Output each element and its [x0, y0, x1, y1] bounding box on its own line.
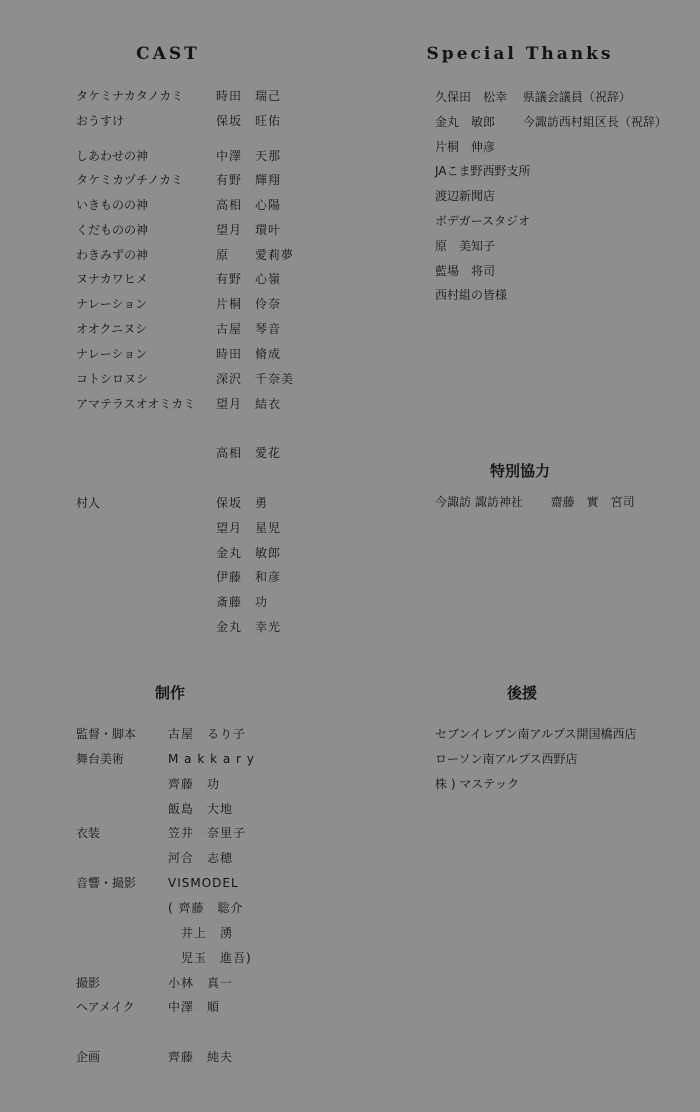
special-thanks-item: 西村組の皆様 [435, 288, 508, 303]
cast-role: おうすけ [76, 114, 125, 128]
production-role: 衣装 [76, 826, 101, 840]
cast-name: 保坂 旺佑 [216, 114, 282, 128]
production-name: 小林 真一 [168, 976, 234, 990]
production-role: 舞台美術 [76, 752, 125, 766]
support-item: ローソン南アルプス西野店 [435, 751, 578, 766]
cast-name: 中澤 天那 [216, 149, 282, 163]
special-cooperation-heading: 特別協力 [489, 462, 550, 480]
cast-role: わきみずの神 [76, 248, 149, 262]
cast-heading: CAST [136, 44, 200, 64]
cast-role: コトシロヌシ [76, 372, 149, 386]
cast-role: タケミナカタノカミ [76, 89, 184, 103]
cast-name: 時田 脩成 [216, 347, 282, 361]
special-thanks-item: 渡辺新聞店 [435, 189, 496, 204]
production-role: 撮影 [76, 976, 101, 990]
production-name: 古屋 るり子 [168, 727, 247, 741]
cast-name: 高相 心陽 [216, 198, 282, 212]
production-name: 中澤 順 [168, 1000, 221, 1014]
cast-name: 有野 心嶺 [216, 272, 282, 286]
cast-name: 金丸 敏郎 [216, 546, 282, 560]
cast-name: 金丸 幸光 [216, 620, 282, 634]
production-heading: 制作 [154, 684, 185, 702]
cast-name: 深沢 千奈美 [216, 372, 295, 386]
production-name: 飯島 大地 [168, 802, 234, 816]
cast-role: オオクニヌシ [76, 322, 148, 336]
cast-role: ナレーション [76, 347, 148, 361]
production-name: M a k k a r y [168, 752, 255, 766]
support-item: セブンイレブン南アルプス開国橋西店 [435, 727, 637, 741]
production-role: 監督・脚本 [76, 727, 137, 741]
production-role: ヘアメイク [76, 1000, 135, 1014]
special-thanks-item: 金丸 敏郎 今諏訪西村組区長（祝辞） [435, 114, 667, 129]
cast-role: 村人 [76, 496, 101, 510]
cast-role: タケミカヅチノカミ [76, 173, 184, 187]
cast-name: 望月 環叶 [216, 223, 282, 237]
cast-role: くだものの神 [76, 223, 149, 237]
cast-role: しあわせの神 [76, 149, 149, 163]
special-cooperation-line: 今諏訪 諏訪神社 齋藤 實 宮司 [435, 495, 635, 509]
cast-name: 古屋 琴音 [216, 322, 282, 336]
cast-name: 原 愛莉夢 [216, 248, 295, 262]
cast-role: ナレーション [76, 297, 148, 311]
cast-name: 斎藤 功 [216, 595, 269, 609]
cast-name: 片桐 伶奈 [216, 297, 282, 311]
cast-role: アマテラスオオミカミ [76, 397, 196, 411]
production-role: 企画 [76, 1050, 101, 1064]
cast-name: 有野 輝翔 [216, 173, 282, 187]
cast-name: 伊藤 和彦 [216, 570, 282, 584]
cast-name: 高相 愛花 [216, 446, 282, 460]
special-thanks-heading: Special Thanks [426, 44, 614, 64]
support-item: 株 ) マステック [435, 776, 520, 791]
production-role: 音響・撮影 [76, 876, 137, 890]
production-name: 河合 志穂 [168, 851, 234, 865]
special-thanks-item: 藍場 将司 [435, 263, 496, 278]
cast-role: いきものの神 [76, 198, 149, 212]
special-thanks-item: JAこま野西野支所 [435, 164, 531, 179]
production-name: 齊藤 功 [168, 777, 221, 791]
special-thanks-item: ボデガースタジオ [435, 214, 531, 228]
special-thanks-item: 久保田 松幸 県議会議員（祝辞） [435, 90, 631, 104]
production-name: 笠井 奈里子 [168, 826, 247, 840]
cast-role: ヌナカワヒメ [76, 272, 148, 286]
special-thanks-item: 片桐 伸彦 [435, 139, 496, 154]
cast-name: 望月 結衣 [216, 397, 282, 411]
cast-name: 望月 星児 [216, 521, 282, 535]
cast-name: 保坂 勇 [216, 496, 269, 510]
cast-name: 時田 瑞己 [216, 89, 282, 103]
production-name: 齊藤 純夫 [168, 1050, 234, 1064]
production-name: VISMODEL [168, 876, 239, 890]
production-name: 児玉 進吾) [168, 951, 252, 965]
special-thanks-item: 原 美知子 [435, 238, 496, 253]
production-name: 井上 湧 [168, 926, 234, 940]
production-name: ( 齊藤 聡介 [168, 901, 244, 915]
support-heading: 後援 [506, 684, 537, 702]
